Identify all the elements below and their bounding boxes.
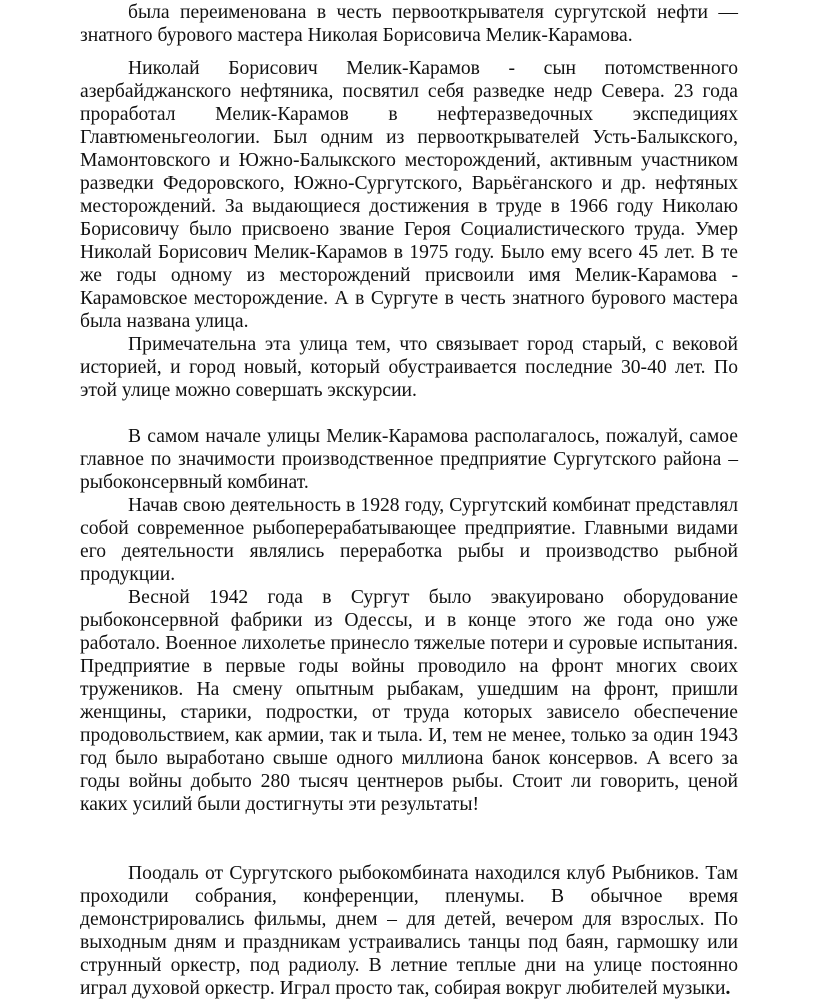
paragraph-fishermen-club-period: . (725, 978, 731, 999)
paragraph-melik-karamov-biography: Николай Борисович Мелик-Карамов - сын потомственного азербайджанского нефтяника, посвятил себя разведке недр Севера. 23 года проработал Мелик-Карамов в нефтеразведочных экспедициях Главтюменьгеологии. Был одним из первооткрывателей Усть-Балыкского, Мамонтовского и Южно-Балыкского месторождений, активным участником разведки Федоровского, Южно-Сургутского, Варьёганского и др. нефтяных месторождений. За выдающиеся достижения в труде в 1966 году Николаю Борисовичу было присвоено звание Героя Социалистического труда. Умер Николай Борисович Мелик-Карамов в 1975 году. Было ему всего 45 лет. В те же годы одному из месторождений присвоили имя Мелик-Карамова - Карамовское месторождение. А в Сургуте в честь знатного бурового мастера была названа улица. (80, 58, 738, 332)
paragraph-street-naming: была переименована в честь первооткрывателя сургутской нефти — знатного бурового мастера Николая Борисовича Мелик-Карамова. (80, 2, 738, 46)
paragraph-fishermen-club-text: Поодаль от Сургутского рыбокомбината находился клуб Рыбников. Там проходили собрания, конференции, пленумы. В обычное время демонстрировались фильмы, днем – для детей, вечером для взрослых. По выходным дням и праздникам устраивались танцы под баян, гармошку или струнный оркестр, под радиолу. В летние теплые дни на улице постоянно играл духовой оркестр. Играл просто так, собирая вокруг любителей музыки (80, 863, 738, 999)
paragraph-fish-cannery-intro: В самом начале улицы Мелик-Карамова располагалось, пожалуй, самое главное по значимости производственное предприятие Сургутского района – рыбоконсервный комбинат. (80, 426, 738, 493)
paragraph-cannery-founding: Начав свою деятельность в 1928 году, Сургутский комбинат представлял собой современное рыбоперерабатывающее предприятие. Главными видами его деятельности являлись переработка рыбы и производство рыбной продукции. (80, 495, 738, 585)
paragraph-fishermen-club (80, 862, 738, 1000)
paragraph-wartime-history: Весной 1942 года в Сургут было эвакуировано оборудование рыбоконсервной фабрики из Одессы, и в конце этого же года оно уже работало. Военное лихолетье принесло тяжелые потери и суровые испытания. Предприятие в первые годы войны проводило на фронт многих своих тружеников. На смену опытным рыбакам, ушедшим на фронт, пришли женщины, старики, подростки, от труда которых зависело обеспечение продовольствием, как армии, так и тыла. И, тем не менее, только за один 1943 год было выработано свыше одного миллиона банок консервов. А всего за годы войны добыто 280 тысяч центнеров рыбы. Стоит ли говорить, ценой каких усилий были достигнуты эти результаты! (80, 587, 738, 815)
document-page (80, 0, 738, 1000)
paragraph-street-significance: Примечательна эта улица тем, что связывает город старый, с вековой историей, и город новый, который обустраивается последние 30-40 лет. По этой улице можно совершать экскурсии. (80, 334, 738, 401)
